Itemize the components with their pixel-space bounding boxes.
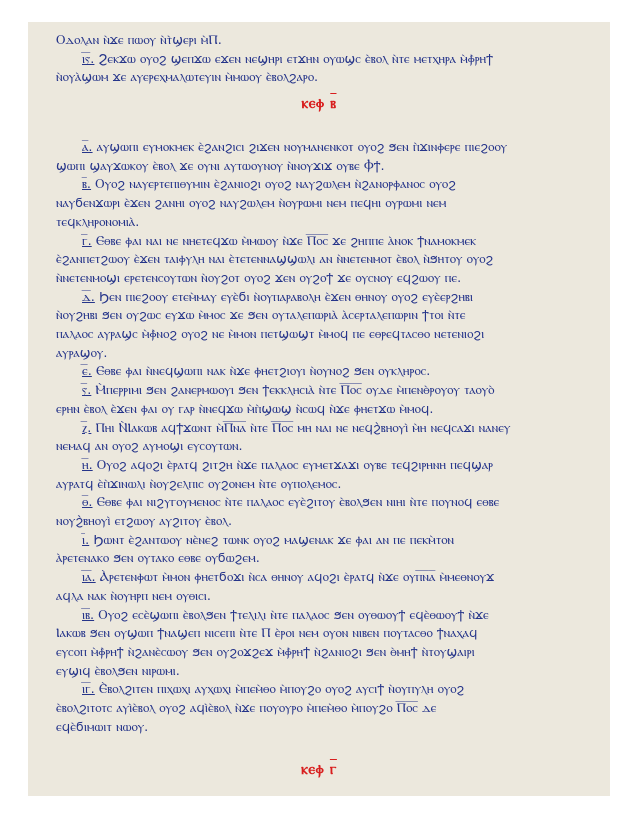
chapter-label: ⲕⲉⲫ [301, 760, 325, 778]
verse-text: ⲁ̀ⲣⲉⲧⲉⲛⲁⲕⲟ ϧⲉⲛ ⲟⲩⲧⲁⲕⲟ ⲉⲑⲃⲉ ⲟⲩϭⲱϩⲉⲙ. [56, 551, 260, 567]
verse-text: ⲛ̀ⲟⲩϩⲏⲃⲓ ϧⲉⲛ ⲟⲩϩⲱⲥ ⲉⲩϫⲱ ⲙ̀ⲙⲟⲥ ϫⲉ ϧⲉⲛ ⲟⲩⲧⲁⲗⲉⲡⲱⲣⲓⲁ̀ ⲁ̀ⲥⲉⲣⲧⲁⲗⲉⲡⲱⲣⲓⲛ ϯⲧⲟⲓ ⲛ̀ⲧⲉ [56, 308, 466, 324]
verse-line [56, 681, 586, 700]
verse-text: Ⲟⲩⲟϩ ⲉⲥⲉ̀ϣⲱⲡⲓ ⲉ̀ⲃⲟⲗϧⲉⲛ ϯⲧⲉⲗⲓⲗⲓ ⲛ̀ⲧⲉ ⲡⲁⲗⲁⲟⲥ ϧⲉⲛ ⲟⲩⲑⲱⲟⲩϯ ⲉϥⲉ̀ⲑⲱⲟⲩϯ ⲛ̀ϫⲉ [94, 607, 489, 623]
verse-line [56, 494, 586, 513]
verse-text: ⲛⲟⲩϩ̀ⲃⲏⲟⲩⲓ̀ ⲉⲧϩⲱⲟⲩ ⲁⲩϩⲓⲧⲟⲩ ⲉ̀ⲃⲟⲗ. [56, 514, 233, 530]
verse-text: ⲉⲩⲥⲟⲡ ⲙ̀ⲫ̀ⲣⲏϯ ⲛ̀ϩⲁⲛⲉ̀ⲥⲱⲟⲩ ϧⲉⲛ ⲟⲩϩⲟϫϩⲉϫ ⲙ̀ⲫ̀ⲣⲏϯ ⲛ̀ϩⲁⲛⲓⲟϩⲓ ϧⲉⲛ ⲑ̀ⲙⲏϯ ⲛ̀ⲧⲟⲩϣⲁⲓⲣⲓ [56, 644, 475, 660]
verse-text: Ⲉⲑⲃⲉ ⲫⲁⲓ ⲛⲁⲓ ⲛⲉ ⲛⲏⲉⲧⲉϥϫⲱ ⲙ̀ⲙⲱⲟⲩ ⲛ̀ϫⲉ Ⲡ̅ⲟ̅ⲥ̅ ϫⲉ ϩⲏⲡⲡⲉ ⲁ̀ⲛⲟⲕ ϯⲛⲁⲙⲟⲕⲙⲉⲕ [91, 233, 477, 249]
verse-number: ⲓ̅ⲋ̅. [82, 51, 95, 67]
chapter-label: ⲕⲉⲫ [301, 94, 325, 112]
verse-line [56, 438, 586, 457]
verse-text: ⲁⲩϣⲱⲡⲓ ⲉⲩⲙⲟⲕⲙⲉⲕ ⲉ̀ϩⲁⲛϩⲓⲥⲓ ϩⲓϫⲉⲛ ⲛⲟⲩⲙⲁⲛⲉⲛⲕⲟⲧ ⲟⲩⲟϩ ϧⲉⲛ ⲡ̀ϫⲓⲛⲫⲉⲣⲉ ⲡⲓⲉϩⲟⲟⲩ [92, 140, 508, 155]
verse-line [56, 326, 586, 345]
verse-text: ⲁⲩⲣⲁⲧϥ ⲉ̀ⲡ̀ϫⲓⲛⲱⲗⲓ ⲛ̀ⲟⲩϩⲉⲗⲡⲓⲥ ⲟⲩϩⲟⲛⲉⲙ ⲛ̀ⲧⲉ ⲟⲩⲡⲟⲗⲉⲙⲟⲥ. [56, 476, 342, 492]
verse-text: Ⲉ̀ⲃⲟⲗϩⲓⲧⲉⲛ ⲡⲓⲭⲱⲭⲓ ⲁⲩⲭⲱⲭⲓ ⲙ̀ⲡⲉⲙ̀ⲑⲟ ⲙ̀ⲡⲟⲩϩⲟ ⲟⲩⲟϩ ⲁⲩⲥⲓϯ ⲛ̀ⲟⲩⲡⲩⲗⲏ ⲟⲩⲟϩ [94, 682, 465, 698]
verse-line [56, 644, 586, 663]
verse-line [56, 233, 586, 252]
verse-text: ϣⲱⲡⲓ ϣⲁⲩϫⲱⲕⲟⲩ ⲉ̀ⲃⲟⲗ ϫⲉ ⲟⲩⲛⲓ ⲁⲩⲧⲱⲟⲩⲛⲟⲩ ⲛ̀ⲛⲟⲩϫⲓϫ ⲟⲩⲃⲉ Ⲫϯ. [56, 158, 385, 174]
verse-number: ⲏ̅. [82, 457, 93, 473]
verse-text: ⲉϥⲉ̀ϭⲓⲙⲱⲓⲧ ⲛⲱⲟⲩ. [56, 719, 149, 735]
verses-block [56, 139, 586, 738]
verse-number: ⲑ̅. [82, 495, 93, 511]
verse-line [56, 569, 586, 588]
verse-text: Ϧⲱⲛⲧ ⲉ̀ϩⲁⲛⲧⲱⲟⲩ ⲛⲉ̀ⲛⲉϩ ⲧⲱⲛⲕ ⲟⲩⲟϩ ⲙⲁϣⲉⲛⲁⲕ ϫⲉ ⲫⲁⲓ ⲁⲛ ⲡⲉ ⲡⲉⲕⲙ̀ⲧⲟⲛ [89, 532, 454, 548]
verse-line [56, 607, 586, 626]
verse-line [56, 513, 586, 532]
verse-line [56, 251, 586, 270]
verse-line [56, 345, 586, 364]
chapter-letter: ⲃ [330, 94, 337, 112]
verse-line [56, 663, 586, 682]
verse-line [56, 195, 586, 214]
intro-line-1: Ⲟⲇⲟⲗⲁⲛ ⲛ̀ϫⲉ ⲡⲱⲟⲩ ⲛ̀ⲧ̀ϣⲉⲣⲓ ⲙ̀Ⲡ. [56, 33, 222, 48]
intro-verse-16 [56, 51, 586, 70]
verse-text: Ϩⲉⲕϫⲱ ⲟⲩⲟϩ ϣⲉⲡϫⲱ ⲉϫⲉⲛ ⲛⲉϣⲏⲣⲓ ⲉⲧϫⲏⲛ ⲟⲩⲱϣⲥ ⲉ̀ⲃⲟⲗ ⲛ̀ⲧⲉ ⲙⲉⲧⲭⲏⲣⲁ ⲙ̀ⲫ̀ⲣⲏϯ [94, 51, 494, 67]
verse-line [56, 307, 586, 326]
verse-line [56, 382, 586, 401]
verse-line [56, 176, 586, 195]
verse-number: ⲓ̅ⲁ̅. [82, 570, 96, 586]
verse-line [56, 289, 586, 308]
chapter-heading-b [28, 94, 610, 112]
verse-line [56, 719, 586, 738]
verse-text: Ⲁ̀ⲣⲉⲧⲉⲛⲫⲱⲧ ⲙ̀ⲙⲟⲛ ⲫⲏⲉⲧϭⲟϫⲓ ⲛ̀ⲥⲁ ⲑⲏⲛⲟⲩ ⲁϥⲟϩⲓ ⲉ̀ⲣⲁⲧϥ ⲛ̀ϫⲉ ⲟⲩⲡ̅ⲛ̅ⲁ̅ ⲙ̀ⲙⲉⲑⲛⲟⲩϫ [95, 570, 495, 586]
verse-text: ⲧⲉϥⲕⲗⲏⲣⲟⲛⲟⲙⲓⲁ̀. [56, 214, 140, 230]
verse-text: ⲁⲩⲣⲁϣⲟⲩ. [56, 345, 108, 361]
verse-text: Ⲟⲩⲟϩ ⲛⲁⲩⲉⲣⲧⲉⲡⲓⲑⲩⲙⲓⲛ ⲉ̀ϩⲁⲛⲓⲟϩⲓ ⲟⲩⲟϩ ⲛⲁⲩϩⲱⲗⲉⲙ ⲛ̀ϩⲁⲛⲟⲣⲫⲁⲛⲟⲥ ⲟⲩⲟϩ [91, 177, 456, 193]
verse-number: ⲓ̅. [82, 532, 90, 548]
verse-line [56, 588, 586, 607]
verse-line [56, 270, 586, 289]
verse-line [56, 139, 586, 158]
verse-line [56, 532, 586, 551]
verse-line [56, 700, 586, 719]
verse-text: ⲉⲩϣⲓϥ ⲉ̀ⲃⲟⲗϧⲉⲛ ⲛⲓⲣⲱⲙⲓ. [56, 663, 180, 679]
verse-number: ⲉ̅. [82, 364, 92, 380]
verse-line [56, 214, 586, 233]
verse-number: ⲓ̅ⲃ̅. [82, 607, 95, 623]
verse-text: ⲉⲣⲏⲛ ⲉ̀ⲃⲟⲗ ⲉ̀ϫⲉⲛ ⲫⲁⲓ ⲟⲩ ⲅⲁⲣ ⲛ̀ⲛⲉϥϫⲱ ⲙ̀ⲡ̀ϣⲱϣ ⲛ̀ⲥⲱϥ ⲛ̀ϫⲉ ⲫⲏⲉⲧϫⲱ ⲙ̀ⲙⲟϥ. [56, 401, 434, 417]
verse-text: ⲉ̀ϩⲁⲛⲡⲉⲧϩⲱⲟⲩ ⲉ̀ϫⲉⲛ ⲧⲁⲓⲫⲩⲗⲏ ⲛⲁⲓ ⲉ̀ⲧⲉⲧⲉⲛⲛⲁϣϣⲱⲗⲓ ⲁⲛ ⲛ̀ⲛⲉⲧⲉⲛⲙⲟⲧ ⲉ̀ⲃⲟⲗ ⲛ̀ϧⲏⲧⲟⲩ ⲟⲩⲟϩ [56, 252, 494, 268]
verse-number: ⲁ̅. [82, 140, 93, 155]
verse-number: ⲍ̅. [82, 420, 92, 436]
verse-text: Ⲡⲏⲓ Ⲛ̀Ⲓⲁⲕⲱⲃ ⲁϥϯϫⲱⲛⲧ ⲙ̀Ⲡ̅ⲛ̅ⲁ̅ ⲛ̀ⲧⲉ Ⲡ̅ⲟ̅ⲥ̅ ⲙⲏ ⲛⲁⲓ ⲛⲉ ⲛⲉϥϩ̀ⲃⲏⲟⲩⲓ̀ ⲙ̀ⲏ ⲛⲉϥⲥⲁϫⲓ ⲛⲁⲛⲉⲩ [91, 420, 511, 436]
verse-number: ⲇ̅. [82, 289, 95, 305]
verse-text: Ϧⲉⲛ ⲡⲓⲉϩⲟⲟⲩ ⲉⲧⲉⲙ̀ⲙⲁⲩ ⲉⲩⲉ̀ϭⲓ ⲛ̀ⲟⲩⲡⲁⲣⲁⲃⲟⲗⲏ ⲉ̀ϫⲉⲛ ⲑⲏⲛⲟⲩ ⲟⲩⲟϩ ⲉⲩⲉ̀ⲉⲣϩⲏⲃⲓ [94, 289, 473, 305]
verse-text: Ⲙ̀ⲡⲉⲣⲣⲓⲙⲓ ϧⲉⲛ ϩⲁⲛⲉⲣⲙⲱⲟⲩⲓ ϧⲉⲛ ϯⲉⲕⲕⲗⲏⲥⲓⲁ̀ ⲛ̀ⲧⲉ Ⲡ̅ⲟ̅ⲥ̅ ⲟⲩⲇⲉ ⲙ̀ⲡⲉⲛⲑ̀ⲣⲟⲩⲟⲩ ⲧⲁⲟⲩⲟ̀ [91, 383, 495, 399]
verse-text: Ⲉⲑⲃⲉ ⲫⲁⲓ ⲛ̀ⲛⲉϥϣⲱⲡⲓ ⲛⲁⲕ ⲛ̀ϫⲉ ⲫⲏⲉⲧϩⲓⲟⲩⲓ ⲛ̀ⲟⲩⲛⲟϩ ϧⲉⲛ ⲟⲩⲕⲗⲏⲣⲟⲥ. [91, 364, 431, 380]
verse-line [56, 625, 586, 644]
verse-number: ⲃ̅. [82, 177, 92, 193]
verse-number: ⲅ̅. [82, 233, 92, 249]
verse-text: Ⲉⲑⲃⲉ ⲫⲁⲓ ⲛⲓϩⲩⲅⲟⲩⲙⲉⲛⲟⲥ ⲛ̀ⲧⲉ ⲡⲁⲗⲁⲟⲥ ⲉⲩⲉ̀ϩⲓⲧⲟⲩ ⲉ̀ⲃⲟⲗϧⲉⲛ ⲛⲓⲏⲓ ⲛ̀ⲧⲉ ⲡⲟⲩⲛⲟϥ ⲉⲑⲃⲉ [92, 495, 500, 511]
verse-line [56, 158, 586, 177]
verse-text: Ⲟⲩⲟϩ ⲁϥⲟϩⲓ ⲉ̀ⲣⲁⲧϥ ϩⲓⲧϩⲏ ⲛ̀ϫⲉ ⲡⲁⲗⲁⲟⲥ ⲉⲩⲙⲉⲧϫⲁϫⲓ ⲟⲩⲃⲉ ⲧⲉϥϩⲓⲣⲏⲛⲏ ⲡⲉϥϣⲁⲣ [92, 457, 493, 473]
verse-line [56, 363, 586, 382]
verse-text: ⲛ̀ⲛⲉⲧⲉⲛⲙⲟϣⲓ ⲉⲣⲉⲧⲉⲛⲥⲟⲩⲧⲱⲛ ⲛ̀ⲟⲩϩⲟⲧ ⲟⲩⲟϩ ϫⲉⲛ ⲟⲩϩⲟϯ ϫⲉ ⲟⲩⲥⲛⲟⲩ ⲉϥϩⲱⲟⲩ ⲡⲉ. [56, 270, 462, 286]
verse-text: ⲛⲉⲙⲁϥ ⲁⲛ ⲟⲩⲟϩ ⲁⲩⲙⲟϣⲓ ⲉⲩⲥⲟⲩⲧⲱⲛ. [56, 439, 243, 455]
intro-line-3: ⲛ̀ⲟⲩⲁ̀ϣⲱⲙ ϫⲉ ⲁⲩⲉⲣⲉⲭⲙⲁⲗⲱⲧⲉⲩⲓⲛ ⲙ̀ⲙⲱⲟⲩ ⲉ̀ⲃⲟⲗϩⲁⲣⲟ. [56, 70, 319, 86]
verse-line [56, 401, 586, 420]
verse-text: Ⲓⲁⲕⲱⲃ ϧⲉⲛ ⲟⲩϣⲱⲡ ϯⲛⲁϣⲉⲡ ⲛⲓⲥⲉⲡⲓ ⲛ̀ⲧⲉ Ⲡ ⲉ̀ⲣⲟⲓ ⲛⲉⲙ ⲟⲩⲟⲛ ⲛⲓⲃⲉⲛ ⲡⲟⲩⲧⲁⲥⲑⲟ ϯⲛⲁⲭⲁϥ [56, 626, 478, 642]
verse-number: ⲓ̅ⲅ̅. [82, 682, 95, 698]
verse-line [56, 457, 586, 476]
verse-text: ⲉ̀ⲃⲟⲗϩⲓⲧⲟⲧⲥ ⲁⲩⲓ̀ⲉ̀ⲃⲟⲗ ⲟⲩⲟϩ ⲁϥⲓ̀ⲉ̀ⲃⲟⲗ ⲛ̀ϫⲉ ⲡⲟⲩⲟⲩⲣⲟ ⲙ̀ⲡⲉⲙ̀ⲑⲟ ⲙ̀ⲡⲟⲩϩⲟ Ⲡ̅ⲟ̅ⲥ̅ ⲇⲉ [56, 701, 437, 717]
verse-text: ⲡⲁⲗⲁⲟⲥ ⲁⲩⲣⲁϣⲥ ⲙ̀ⲫ̀ⲛⲟϩ ⲟⲩⲟϩ ⲛⲉ ⲙ̀ⲙⲟⲛ ⲡⲉⲧϣⲱϣⲧ ⲙ̀ⲙⲟϥ ⲡⲉ ⲉⲑⲣⲉϥⲧⲁⲥⲑⲟ ⲛⲉⲧⲉⲛⲓⲟϩⲓ [56, 327, 485, 343]
verse-line [56, 550, 586, 569]
document-page [28, 22, 610, 796]
chapter-letter: ⲅ [329, 760, 337, 778]
verse-line [56, 420, 586, 439]
chapter-heading-g [28, 760, 610, 778]
verse-text: ⲛⲁⲩϭⲉⲛϫⲱⲣⲓ ⲉ̀ϫⲉⲛ ϩⲁⲛⲏⲓ ⲟⲩⲟϩ ⲛⲁⲩϩⲱⲗⲉⲙ ⲛ̀ⲟⲩⲣⲱⲙⲓ ⲛⲉⲙ ⲡⲉϥⲏⲓ ⲟⲩⲣⲱⲙⲓ ⲛⲉⲙ [56, 196, 447, 212]
verse-line [56, 476, 586, 495]
verse-text: ⲁϥⲗⲁ ⲛⲁⲕ ⲛ̀ⲟⲩⲏⲣⲡ ⲛⲉⲙ ⲟⲩⲑⲓⲥⲓ. [56, 588, 212, 604]
verse-number: ⲋ̅. [82, 383, 92, 399]
